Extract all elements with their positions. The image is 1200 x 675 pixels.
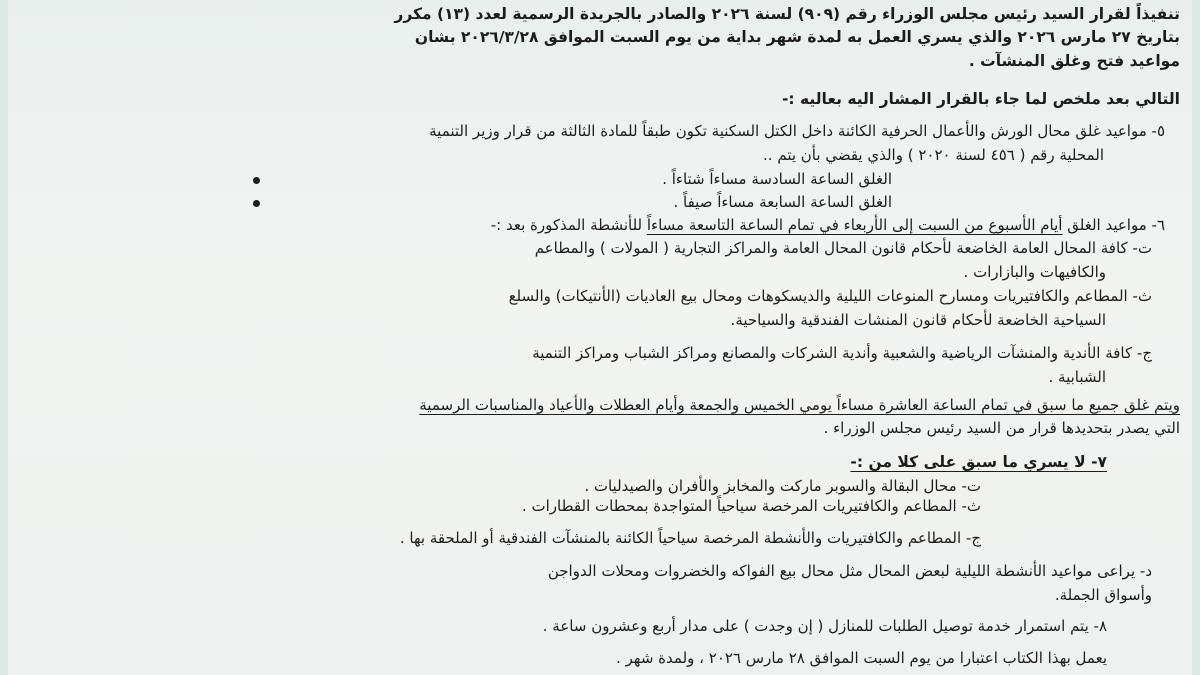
item-6-sub-b-line-2: السياحية الخاضعة لأحكام قانون المنشات الفندقية والسياحية. bbox=[730, 311, 1106, 329]
item-6-sub-a-line-1: ت- كافة المحال العامة الخاضعة لأحكام قانون المحال العامة والمراكز التجارية ( المولات ) والمطاعم bbox=[534, 239, 1152, 257]
item-7-sub-b: ث- المطاعم والكافتيريات المرخصة سياحياً المتواجدة بمحطات القطارات . bbox=[521, 497, 981, 515]
item-6-sub-a-line-2: والكافيهات والبازارات . bbox=[963, 263, 1106, 281]
item-8: ٨- يتم استمرار خدمة توصيل الطلبات للمنازل ( إن وجدت ) على مدار أربع وعشرون ساعة . bbox=[542, 617, 1107, 635]
item-7-sub-c: ج- المطاعم والكافتيريات والأنشطة المرخصة سياحياً الكائنة بالمنشآت الفندقية أو الملحقة بها . bbox=[399, 529, 981, 547]
item-7-sub-d-line-2: وأسواق الجملة. bbox=[1054, 586, 1152, 604]
summary-heading: التالي بعد ملخص لما جاء بالقرار المشار اليه بعاليه :- bbox=[781, 90, 1180, 108]
item-5-bullet-2: الغلق الساعة السابعة مساءاً صيفاً . bbox=[673, 193, 892, 211]
item-7-sub-a: ت- محال البقالة والسوبر ماركت والمخابز والأفران والصيدليات . bbox=[584, 477, 981, 495]
item-5-bullet-1: الغلق الساعة السادسة مساءاً شتاءاً . bbox=[662, 170, 892, 188]
item-5-line-1: ٥- مواعيد غلق محال الورش والأعمال الحرفية الكائنة داخل الكتل السكنية تكون طبقاً للمادة الثالثة من قرار وزير التنمية bbox=[429, 122, 1165, 140]
item-6-sub-b-line-1: ث- المطاعم والكافتيريات ومسارح المنوعات الليلية والديسكوهات ومحال بيع العاديات (الأنتيكات) والسلع bbox=[508, 287, 1152, 305]
closing-note-line-1: ويتم غلق جميع ما سبق في تمام الساعة العاشرة مساءاً يومي الخميس والجمعة وأيام العطلات والأعياد والمناسبات الرسمية bbox=[419, 396, 1180, 414]
closing-note-line-2: التي يصدر بتحديدها قرار من السيد رئيس مجلس الوزراء . bbox=[823, 419, 1180, 437]
final-line: يعمل بهذا الكتاب اعتبارا من يوم السبت الموافق ٢٨ مارس ٢٠٢٦ ، ولمدة شهر . bbox=[616, 649, 1107, 667]
item-6-suffix: للأنشطة المذكورة بعد :- bbox=[490, 216, 647, 234]
item-6-sub-c-line-2: الشبابية . bbox=[1048, 368, 1106, 386]
item-6-prefix: ٦- مواعيد الغلق bbox=[1062, 216, 1165, 234]
item-6-sub-c-line-1: ج- كافة الأندية والمنشآت الرياضية والشعبية وأندية الشركات والمصانع ومراكز الشباب ومراكز التنمية bbox=[532, 344, 1152, 362]
item-5-line-2: المحلية رقم ( ٤٥٦ لسنة ٢٠٢٠ ) والذي يقضي بأن يتم .. bbox=[763, 146, 1104, 164]
intro-line-3: مواعيد فتح وغلق المنشآت . bbox=[968, 52, 1180, 70]
item-7-sub-d-line-1: د- يراعى مواعيد الأنشطة الليلية لبعض المحال مثل محال بيع الفواكه والخضروات ومحلات الدواجن bbox=[547, 562, 1152, 580]
item-6-underlined-phrase: أيام الأسبوع من السبت إلى الأربعاء في تمام الساعة التاسعة مساءاً bbox=[646, 216, 1063, 234]
intro-line-2: بتاريخ ٢٧ مارس ٢٠٢٦ والذي يسري العمل به لمدة شهر بداية من يوم السبت الموافق ٢٠٢٦/٣/٢٨ بشان bbox=[414, 28, 1180, 46]
item-6-heading bbox=[491, 215, 1165, 235]
bullet-icon bbox=[253, 177, 260, 184]
bullet-icon bbox=[253, 200, 260, 207]
item-7-heading: ٧- لا يسري ما سبق على كلا من :- bbox=[850, 453, 1107, 471]
intro-line-1: تنفيذاً لقرار السيد رئيس مجلس الوزراء رقم (٩٠٩) لسنة ٢٠٢٦ والصادر بالجريدة الرسمية لعدد (١٣) مكرر bbox=[394, 5, 1180, 23]
